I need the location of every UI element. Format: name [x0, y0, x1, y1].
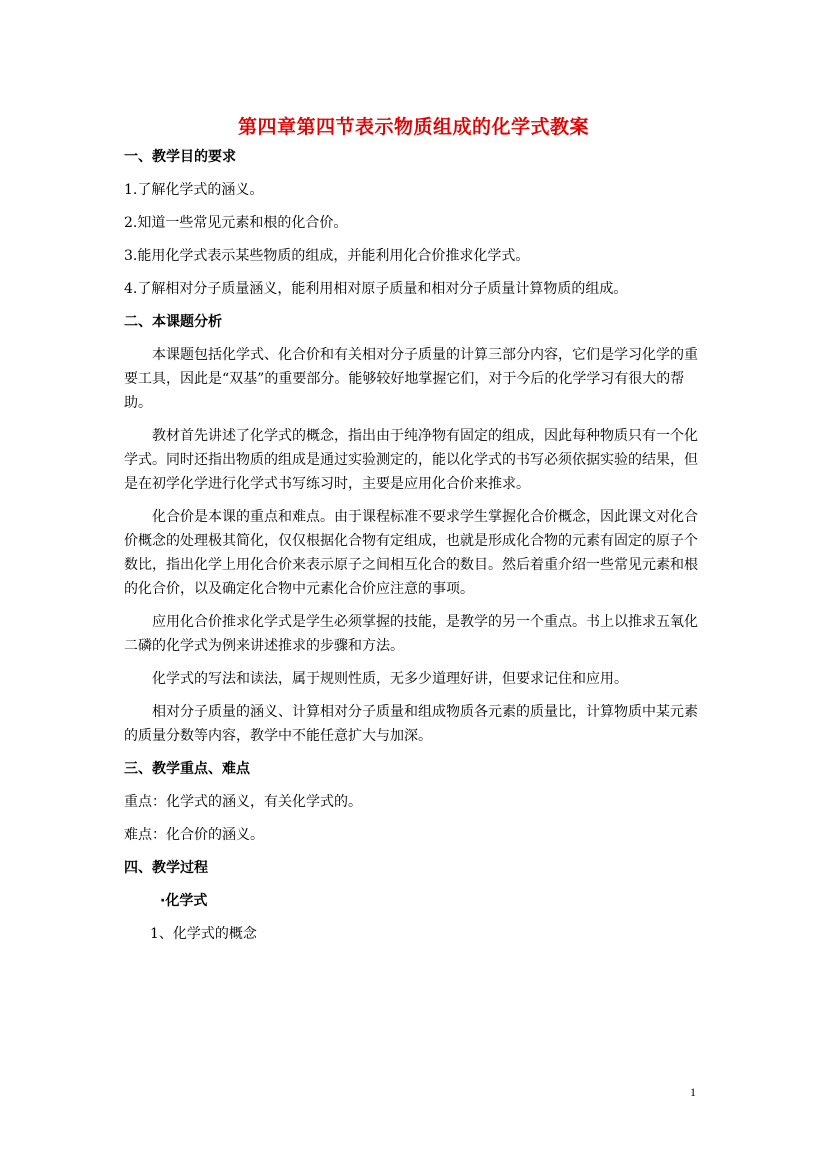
- page-number: 1: [690, 1085, 696, 1099]
- section-heading-key-points: 三、教学重点、难点: [124, 761, 250, 777]
- analysis-paragraph-2: 教材首先讲述了化学式的概念，指出由于纯净物有固定的组成，因此每种物质只有一个化学式。同时还指出物质的组成是通过实验测定的，能以化学式的书写必须依据实验的结果，但是在初学化学进行化学式书写练习时，主要是应用化合价来推求。: [124, 428, 698, 492]
- document-body: [124, 145, 704, 946]
- key-point-item: 重点：化学式的涵义，有关化学式的。: [124, 794, 362, 810]
- difficulty-item: 难点：化合价的涵义。: [124, 827, 264, 843]
- analysis-paragraph-1: 本课题包括化学式、化合价和有关相对分子质量的计算三部分内容，它们是学习化学的重要工具，因此是“双基”的重要部分。能够较好地掌握它们，对于今后的化学学习有很大的帮助。: [124, 347, 698, 411]
- subheading-chemical-formula: ·化学式: [160, 893, 208, 909]
- section-heading-objectives: 一、教学目的要求: [124, 149, 236, 165]
- analysis-paragraph-6: 相对分子质量的涵义、计算相对分子质量和组成物质各元素的质量比，计算物质中某元素的质量分数等内容，教学中不能任意扩大与加深。: [124, 704, 698, 744]
- objective-item-2: 2.知道一些常见元素和根的化合价。: [124, 215, 348, 231]
- objective-item-1: 1.了解化学式的涵义。: [124, 182, 264, 198]
- section-heading-analysis: 二、本课题分析: [124, 314, 222, 330]
- objective-item-3: 3.能用化学式表示某些物质的组成，并能利用化合价推求化学式。: [124, 248, 530, 264]
- process-item-1: 1、化学式的概念: [150, 926, 257, 942]
- analysis-paragraph-3: 化合价是本课的重点和难点。由于课程标准不要求学生掌握化合价概念，因此课文对化合价概念的处理极其简化，仅仅根据化合物有定组成，也就是形成化合物的元素有固定的原子个数比，指出化学上用化合价来表示原子之间相互化合的数目。然后着重介绍一些常见元素和根的化合价，以及确定化合物中元素化合价应注意的事项。: [124, 509, 698, 597]
- analysis-paragraph-5: 化学式的写法和读法，属于规则性质，无多少道理好讲，但要求记住和应用。: [152, 671, 628, 687]
- document-title: 第四章第四节表示物质组成的化学式教案: [237, 116, 589, 138]
- objective-item-4: 4.了解相对分子质量涵义，能利用相对原子质量和相对分子质量计算物质的组成。: [124, 281, 628, 297]
- section-heading-process: 四、教学过程: [124, 860, 208, 876]
- analysis-paragraph-4: 应用化合价推求化学式是学生必须掌握的技能，是教学的另一个重点。书上以推求五氧化二磷的化学式为例来讲述推求的步骤和方法。: [124, 614, 698, 654]
